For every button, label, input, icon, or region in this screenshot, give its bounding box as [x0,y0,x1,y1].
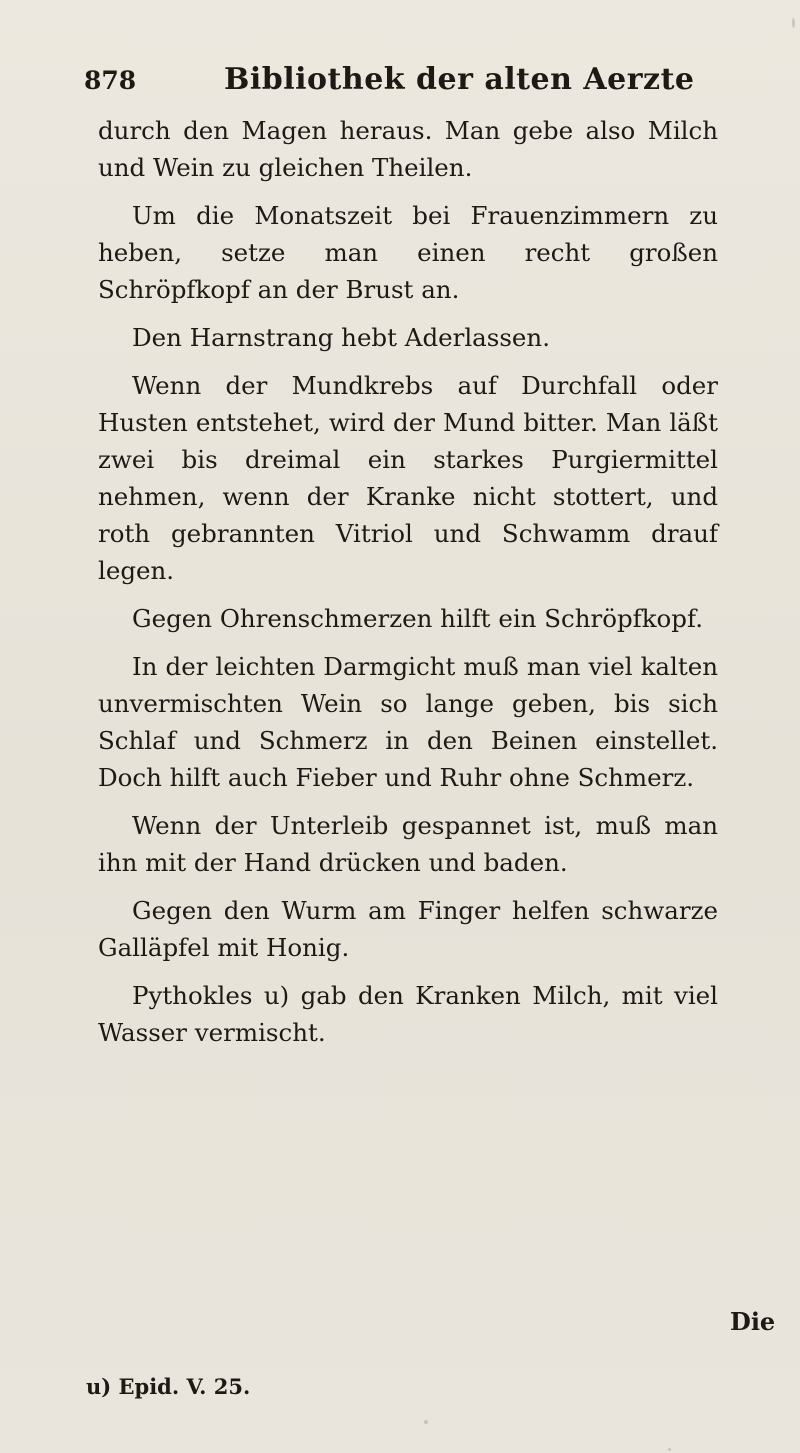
catchword: Die [730,1307,776,1336]
paragraph-mundkrebs: Wenn der Mundkrebs auf Durchfall oder Husten entstehet, wird der Mund bitter. Man läßt zwei bis dreimal ein starkes Purgiermittel nehmen, wenn der Kranke nicht stottert, und roth gebrannten Vitriol und Schwamm drauf legen. [98,371,718,585]
page-header [84,62,704,102]
body-text [98,112,718,1062]
paper-speck [668,1448,671,1451]
paragraph-darmgicht: In der leichten Darmgicht muß man viel kalten unvermischten Wein so lange geben, bis sich Schlaf und Schmerz in den Beinen einstellet. Doch hilft auch Fieber und Ruhr ohne Schmerz. [98,652,718,792]
paper-speck [792,18,795,28]
paragraph-continuation: durch den Magen heraus. Man gebe also Milch und Wein zu gleichen Theilen. [98,116,718,182]
paragraph-monatszeit: Um die Monatszeit bei Frauenzimmern zu heben, setze man einen recht großen Schröpfkopf an der Brust an. [98,201,718,304]
paper-speck [424,1420,428,1424]
paragraph-harnstrang: Den Harnstrang hebt Aderlassen. [132,323,550,352]
paragraph-ohrenschmerzen: Gegen Ohrenschmerzen hilft ein Schröpfkopf. [132,604,703,633]
paragraph-wurm-am-finger: Gegen den Wurm am Finger helfen schwarze Galläpfel mit Honig. [98,896,718,962]
page-number: 878 [84,66,137,95]
paragraph-unterleib: Wenn der Unterleib gespannet ist, muß man ihn mit der Hand drücken und baden. [98,811,718,877]
running-head: Bibliothek der alten Aerzte [224,62,695,97]
footnote: u) Epid. V. 25. [86,1374,251,1399]
paragraph-pythokles: Pythokles u) gab den Kranken Milch, mit viel Wasser vermischt. [98,981,718,1047]
